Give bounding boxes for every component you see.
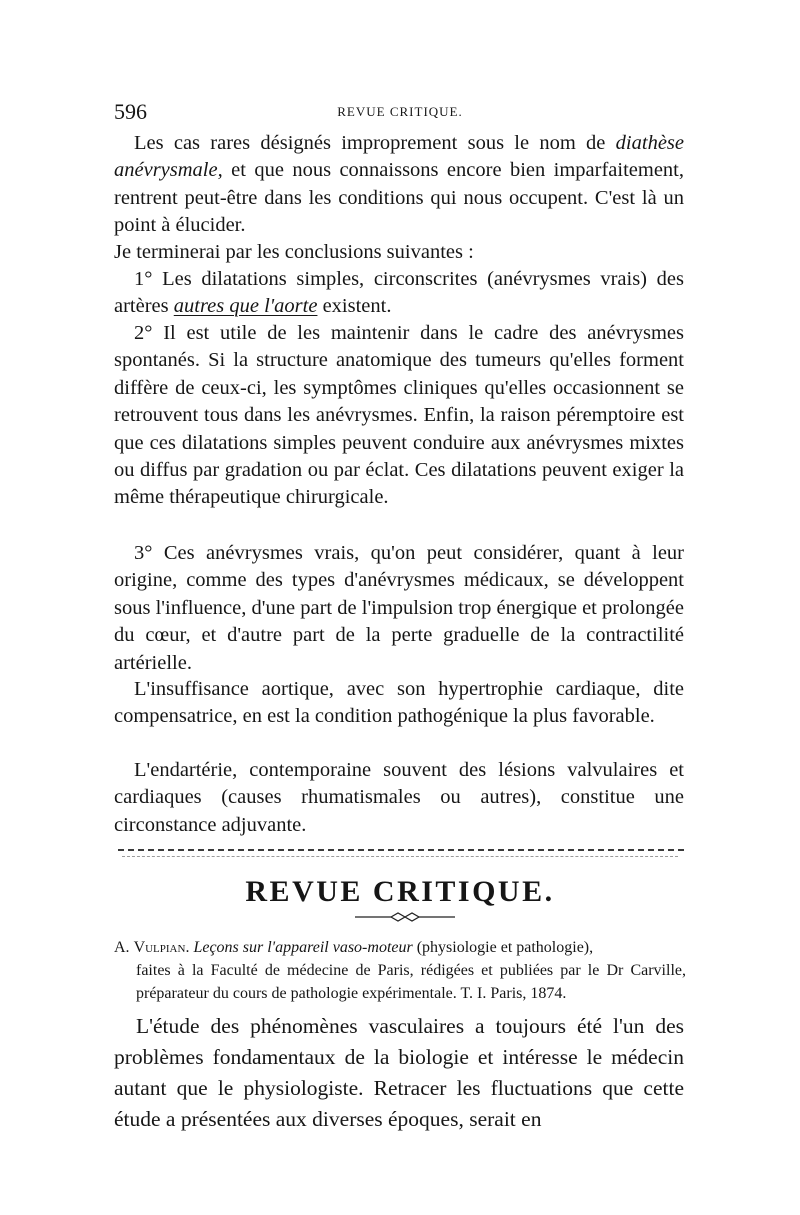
section-divider-faint	[122, 856, 678, 857]
running-title: REVUE CRITIQUE.	[337, 104, 463, 119]
paragraph-insuffisance: L'insuffisance aortique, avec son hypertrophie cardiaque, dite compensatrice, en est la condition pathogénique la plus favorable.	[114, 678, 684, 728]
emphasis-text: diathèse anévrysmale,	[114, 132, 684, 182]
page-number: 596	[114, 99, 147, 124]
paragraph-conclusion-3	[114, 540, 684, 677]
title-ornament	[355, 912, 455, 922]
conclusion-number: 3°	[134, 542, 153, 564]
reference-title: Leçons sur l'appareil vaso-moteur	[193, 939, 413, 956]
book-reference	[114, 936, 686, 1005]
conclusion-number: 2°	[134, 322, 153, 344]
section-divider	[118, 849, 684, 851]
paragraph-conclusions-intro: Je terminerai par les conclusions suivantes :	[114, 241, 474, 263]
reference-initial: A.	[114, 939, 134, 956]
paragraph-diathese	[114, 130, 684, 240]
text: et que nous connaissons encore bien imparfaitement, rentrent peut-être dans les conditions qui nous occupent. C'est là un point à élucider.	[114, 159, 684, 237]
emphasis-text: autres que l'aorte	[173, 295, 318, 318]
section-title: REVUE CRITIQUE.	[245, 875, 555, 908]
conclusion-number: 1°	[134, 268, 153, 290]
text: (physiologie et pathologie),	[412, 939, 594, 956]
text: existent.	[317, 295, 392, 318]
reference-author: Vulpian	[133, 939, 186, 956]
review-first-paragraph: L'étude des phénomènes vasculaires a toujours été l'un des problèmes fondamentaux de la biologie et intéresse le médecin autant que le physiologiste. Retracer les fluctuations que cette étude a présentées aux diverses époques, serait en	[114, 1014, 684, 1131]
paragraph-conclusion-1	[114, 266, 684, 321]
text: .	[185, 939, 194, 956]
text: Les dilatations simples, circonscrites (anévrysmes vrais) des artères	[114, 268, 684, 318]
paragraph-endarterie: L'endartérie, contemporaine souvent des lésions valvulaires et cardiaques (causes rhumatismales ou autres), constitue une circonstance adjuvante.	[114, 759, 684, 836]
text: Ces anévrysmes vrais, qu'on peut considérer, quant à leur origine, comme des types d'anévrysmes médicaux, se développent sous l'influence, d'une part de l'impulsion trop énergique et prolongée du cœur, et d'autre part de la perte graduelle de la contractilité artérielle.	[114, 542, 684, 674]
text: Les cas rares désignés improprement sous le nom de	[134, 132, 616, 154]
reference-details: faites à la Faculté de médecine de Paris, rédigées et publiées par le Dr Carville, préparateur du cours de pathologie expérimentale. T. I. Paris, 1874.	[136, 962, 686, 1002]
text: Il est utile de les maintenir dans le cadre des anévrysmes spontanés. Si la structure anatomique des tumeurs qu'elles forment diffère de ceux-ci, les symptômes cliniques qu'elles occasionnent se retrouvent tous dans les anévrysmes. Enfin, la raison péremptoire est que ces dilatations simples peuvent conduire aux anévrysmes mixtes ou diffus par gradation ou par éclat. Ces dilatations peuvent exiger la même thérapeutique chirurgicale.	[114, 322, 684, 509]
paragraph-conclusion-2	[114, 320, 684, 512]
